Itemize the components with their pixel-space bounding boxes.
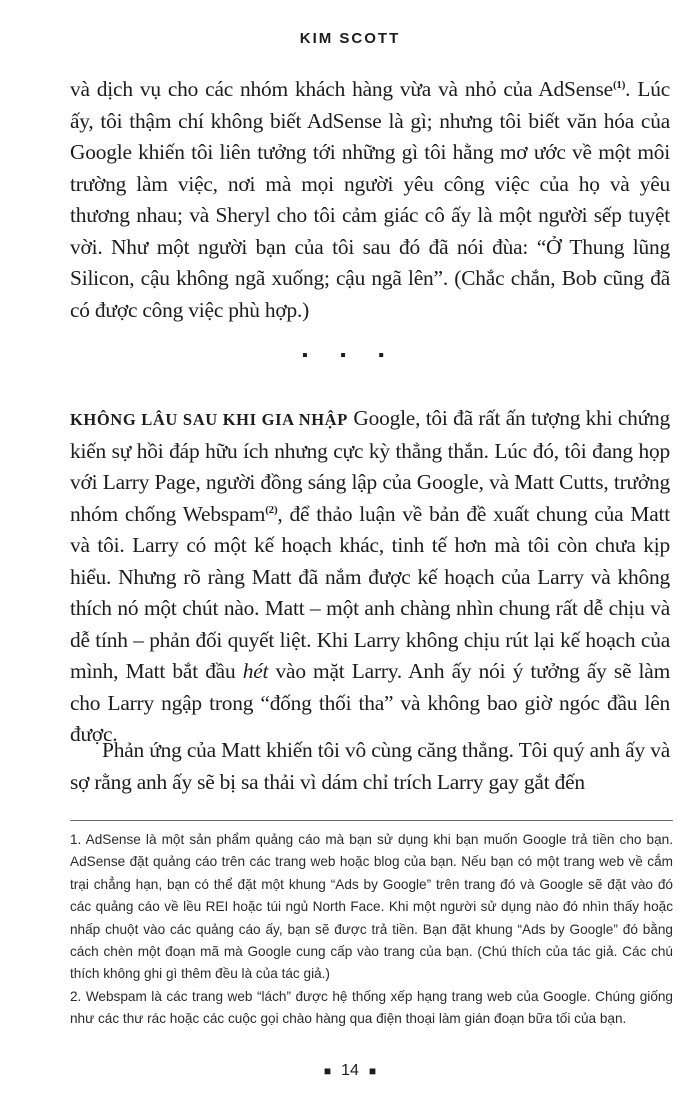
paragraph-text: Google, tôi đã rất ấn tượng khi chứng kiến sự hồi đáp hữu ích nhưng cực kỳ thẳng thắn. Lúc đó, tôi đang họp với Larry Page, người đồng sáng lập của Google, và Matt Cutts, trưởng nhóm chống Webspam xyxy=(70,406,670,526)
body-paragraph-1 xyxy=(70,74,670,326)
body-paragraph-3: Phản ứng của Matt khiến tôi vô cùng căng thẳng. Tôi quý anh ấy và sợ rằng anh ấy sẽ bị sa thải vì dám chỉ trích Larry gay gắt đến xyxy=(70,738,670,794)
footnote-1: 1. AdSense là một sản phẩm quảng cáo mà bạn sử dụng khi bạn muốn Google trả tiền cho bạn. AdSense đặt quảng cáo trên các trang web hoặc blog của bạn. Nếu bạn có một trang web về cắm trại chẳng hạn, bạn có thể đặt một khung “Ads by Google” trên trang đó và Google sẽ đặt vào đó các quảng cáo về lều REI hoặc túi ngủ North Face. Khi một người sử dụng nào đó nhìn thấy hoặc nhấp chuột vào các quảng cáo ấy, bạn sẽ được trả tiền. Bạn đặt khung “Ads by Google” đó bằng cách chèn một đoạn mã mà Google cung cấp vào trang của bạn. (Chú thích của tác giả. Các chú thích không ghi gì thêm đều là của tác giả.) xyxy=(70,832,673,982)
section-separator: ▪ ▪ ▪ xyxy=(302,347,398,364)
page-number-block xyxy=(0,1062,700,1080)
running-header: KIM SCOTT xyxy=(299,30,401,47)
footnotes xyxy=(70,829,673,1031)
page-number: 14 xyxy=(341,1062,359,1079)
footnote-ref-2: (2) xyxy=(265,503,278,516)
paragraph-text: . Lúc ấy, tôi thậm chí không biết AdSense là gì; nhưng tôi biết văn hóa của Google khiến tôi liên tưởng tới những gì tôi hằng mơ ước về một môi trường làm việc, nơi mà mọi người yêu công việc của họ và yêu thương nhau; và Sheryl cho tôi cảm giác cô ấy là một người sếp tuyệt vời. Như một người bạn của tôi sau đó đã nói đùa: “Ở Thung lũng Silicon, cậu không ngã xuống; cậu ngã lên”. (Chắc chắn, Bob cũng đã có được công việc phù hợp.) xyxy=(70,77,670,322)
emphasis-word: hét xyxy=(242,659,269,683)
page-dot-left: ■ xyxy=(323,1063,332,1078)
paragraph-text: , để thảo luận về bản đề xuất chung của Matt và tôi. Larry có một kế hoạch khác, tinh tế hơn mà tôi còn chưa kịp hiểu. Nhưng rõ ràng Matt đã nắm được kế hoạch của Larry và không thích nó một chút nào. Matt – một anh chàng nhìn chung rất dễ chịu và dễ tính – phản đối quyết liệt. Khi Larry không chịu rút lại kế hoạch của mình, Matt bắt đầu xyxy=(70,501,670,683)
paragraph-text: và dịch vụ cho các nhóm khách hàng vừa và nhỏ của AdSense xyxy=(70,77,613,101)
body-paragraph-2 xyxy=(70,403,670,751)
page-dot-right: ■ xyxy=(368,1063,377,1078)
footnote-2: 2. Webspam là các trang web “lách” được hệ thống xếp hạng trang web của Google. Chúng giống như các thư rác hoặc các cuộc gọi chào hàng qua điện thoại làm gián đoạn bữa tối của bạn. xyxy=(70,988,673,1027)
section-lead-caps: KHÔNG LÂU SAU KHI GIA NHẬP xyxy=(70,410,348,429)
paragraph-text: vào mặt Larry. Anh ấy nói ý tưởng ấy sẽ làm cho Larry ngập trong “đống thối tha” và không bao giờ ngóc đầu lên được. xyxy=(70,659,671,746)
footnote-ref-1: (1) xyxy=(612,78,626,91)
footnote-divider xyxy=(70,820,673,821)
